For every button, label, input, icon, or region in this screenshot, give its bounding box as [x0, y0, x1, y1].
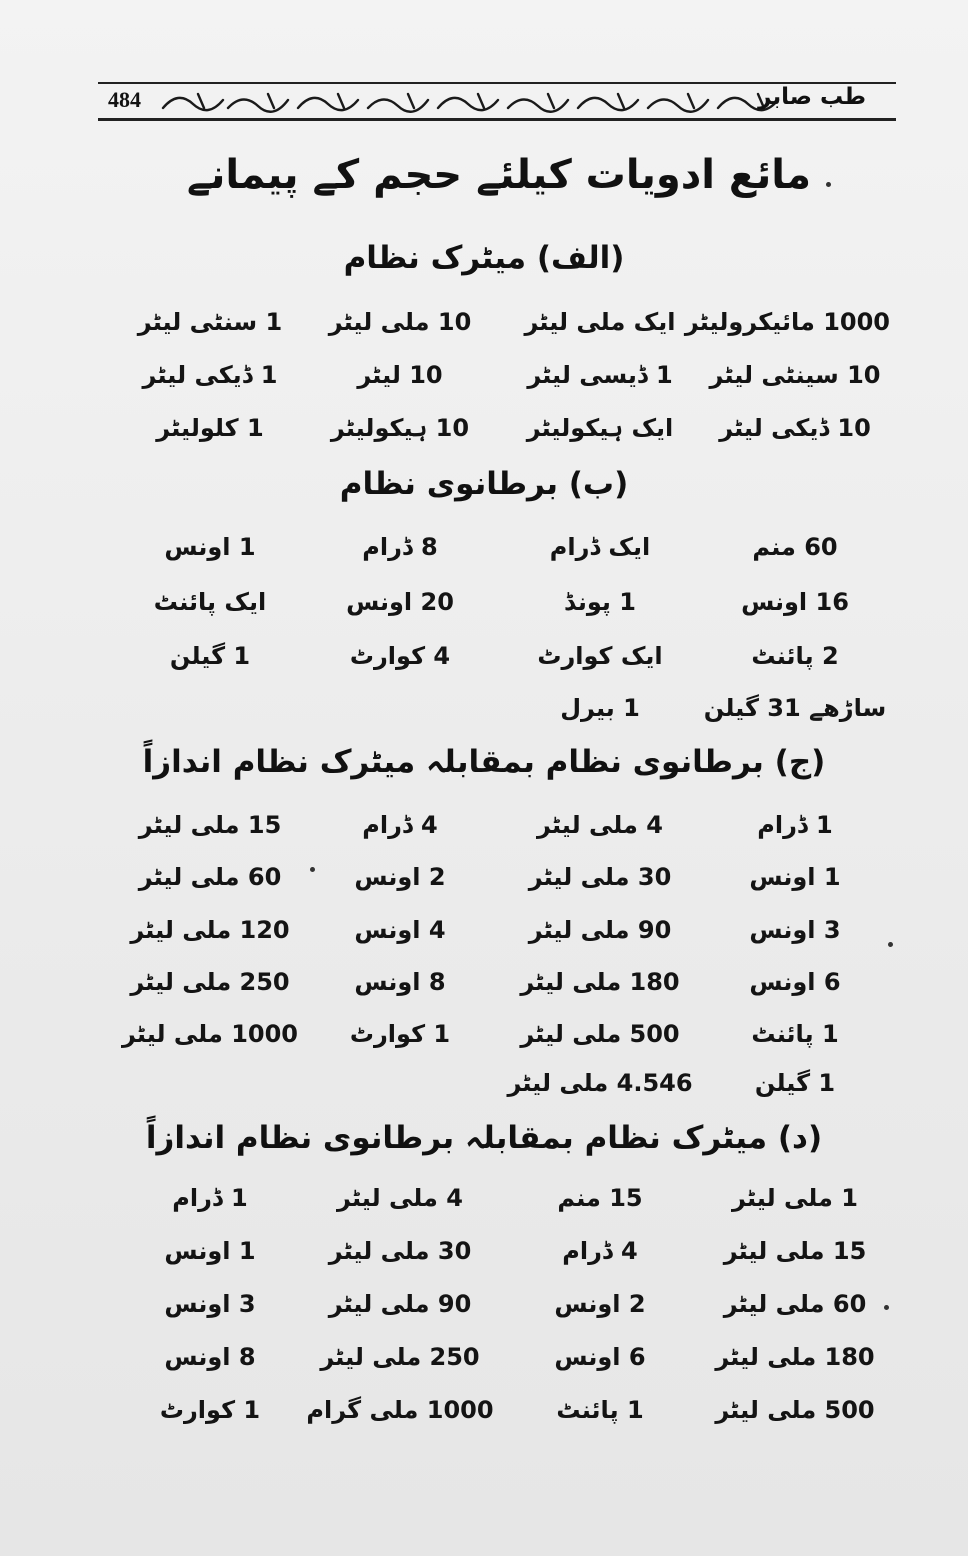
table-cell: 4 ڈرام [562, 1237, 638, 1265]
table-row [120, 1009, 890, 1059]
table-cell: 500 ملی لیٹر [715, 1396, 875, 1424]
table-cell: 30 ملی لیٹر [328, 1237, 472, 1265]
table-row [120, 800, 890, 850]
table-row [120, 297, 890, 347]
page-title: مائع ادویات کیلئے حجم کے پیمانے [186, 152, 812, 198]
table-cell: 1 ڈیسی لیٹر [527, 361, 673, 389]
running-title: طب صابر [758, 84, 866, 110]
table-cell: 1 پائنٹ [751, 1020, 839, 1048]
table-cell: 10 ہیکولیٹر [330, 414, 470, 442]
table-row [120, 403, 890, 453]
table-cell: 10 لیٹر [357, 361, 443, 389]
table-cell: 4 کوارٹ [349, 642, 451, 670]
table-cell: 2 اونس [354, 863, 446, 891]
table-row [120, 1385, 890, 1435]
table-cell: 1 کوارٹ [349, 1020, 451, 1048]
table-cell: 30 ملی لیٹر [528, 863, 672, 891]
table-cell: 10 ملی لیٹر [328, 308, 472, 336]
table-row [120, 905, 890, 955]
table-cell: 20 اونس [346, 588, 454, 616]
table-cell: 1 گیلن [754, 1069, 836, 1097]
table-cell: 1 سنٹی لیٹر [137, 308, 283, 336]
table-cell: 4 ملی لیٹر [537, 811, 663, 839]
page-number: 484 [108, 87, 141, 112]
table-row [120, 1226, 890, 1276]
table-cell: 120 ملی لیٹر [130, 916, 290, 944]
table-cell: 4 اونس [354, 916, 446, 944]
table-cell: 4.546 ملی لیٹر [507, 1069, 693, 1097]
table-row [120, 683, 890, 733]
table-cell: 1 کلولیٹر [156, 414, 264, 442]
print-speck [310, 867, 315, 872]
table-cell: 6 اونس [554, 1343, 646, 1371]
table-cell: ایک ہیکولیٹر [526, 414, 674, 442]
table-cell: ایک پائنٹ [153, 588, 267, 616]
table-cell: 500 ملی لیٹر [520, 1020, 680, 1048]
table-cell: 250 ملی لیٹر [320, 1343, 480, 1371]
table-cell: 1 پائنٹ [556, 1396, 644, 1424]
table-cell: 60 ملی لیٹر [138, 863, 282, 891]
table-cell: 15 ملی لیٹر [138, 811, 282, 839]
table-cell: ساڑھے 31 گیلن [703, 694, 887, 722]
section-heading-metric-vs-british: (د) میٹرک نظام بمقابلہ برطانوی نظام اندازاً [145, 1120, 823, 1156]
table-cell: 1000 ملی گرام [306, 1396, 494, 1424]
table-cell: 1 اونس [164, 533, 256, 561]
table-cell: 6 اونس [749, 968, 841, 996]
section-heading-british: (ب) برطانوی نظام [339, 466, 629, 502]
table-cell: 1 ڈرام [757, 811, 833, 839]
table-cell: 1 اونس [164, 1237, 256, 1265]
table-row [120, 852, 890, 902]
table-row [120, 1332, 890, 1382]
table-cell: 180 ملی لیٹر [715, 1343, 875, 1371]
table-cell: 1 گیلن [169, 642, 251, 670]
table-row [120, 631, 890, 681]
table-cell: 1 ملی لیٹر [732, 1184, 858, 1212]
table-cell: 4 ملی لیٹر [337, 1184, 463, 1212]
page-header [98, 78, 896, 126]
table-cell: 1 ڈیکی لیٹر [142, 361, 278, 389]
print-speck [884, 1305, 889, 1310]
table-cell: 2 پائنٹ [751, 642, 839, 670]
table-row [120, 1173, 890, 1223]
print-speck [826, 182, 831, 187]
table-row [120, 522, 890, 572]
table-cell: ایک کوارٹ [537, 642, 663, 670]
table-cell: 10 ڈیکی لیٹر [719, 414, 871, 442]
table-cell: ایک ڈرام [549, 533, 651, 561]
section-heading-british-vs-metric: (ج) برطانوی نظام بمقابلہ میٹرک نظام اندازاً [142, 744, 826, 780]
table-cell: 180 ملی لیٹر [520, 968, 680, 996]
table-cell: 60 ملی لیٹر [723, 1290, 867, 1318]
section-heading-metric: (الف) میٹرک نظام [343, 240, 625, 276]
table-cell: 90 ملی لیٹر [328, 1290, 472, 1318]
table-cell: 10 سینٹی لیٹر [709, 361, 881, 389]
table-cell: 8 اونس [164, 1343, 256, 1371]
table-cell: 60 منم [752, 533, 838, 561]
table-cell: 90 ملی لیٹر [528, 916, 672, 944]
table-cell: 1000 ملی لیٹر [122, 1020, 298, 1048]
table-cell: 2 اونس [554, 1290, 646, 1318]
table-cell: 1 کوارٹ [159, 1396, 261, 1424]
table-cell: 8 اونس [354, 968, 446, 996]
table-cell: 1000 مائیکرولیٹر [684, 308, 890, 336]
print-speck [888, 942, 893, 947]
table-cell: 15 منم [557, 1184, 643, 1212]
table-row [120, 577, 890, 627]
table-row [120, 350, 890, 400]
table-cell: 16 اونس [741, 588, 849, 616]
table-cell: 1 بیرل [560, 694, 640, 722]
table-cell: 1 ڈرام [172, 1184, 248, 1212]
table-row [120, 1279, 890, 1329]
header-ornament [158, 86, 788, 116]
table-cell: 8 ڈرام [362, 533, 438, 561]
table-cell: ایک ملی لیٹر [524, 308, 676, 336]
table-cell: 15 ملی لیٹر [723, 1237, 867, 1265]
table-row [120, 1058, 890, 1108]
header-bottom-rule [98, 118, 896, 121]
table-cell: 4 ڈرام [362, 811, 438, 839]
table-cell: 1 پونڈ [564, 588, 636, 616]
table-cell: 3 اونس [749, 916, 841, 944]
table-cell: 250 ملی لیٹر [130, 968, 290, 996]
table-cell: 1 اونس [749, 863, 841, 891]
table-cell: 3 اونس [164, 1290, 256, 1318]
table-row [120, 957, 890, 1007]
